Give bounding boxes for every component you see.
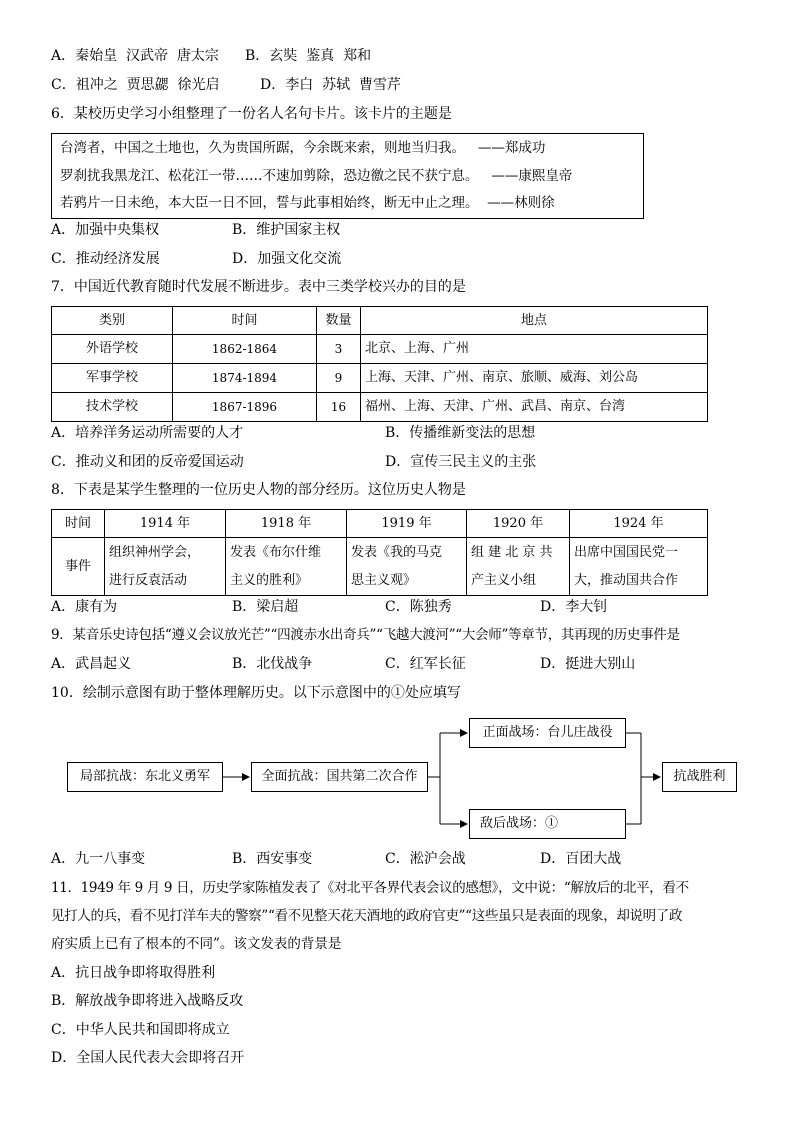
q9-option-b[interactable]: B．北伐战争: [232, 656, 313, 672]
event-line: 组织神州学会，: [109, 545, 201, 560]
table-cell: 9: [317, 364, 361, 393]
q10-option-b[interactable]: B．西安事变: [232, 851, 313, 867]
q8-option-a[interactable]: A．康有为: [51, 599, 118, 615]
q9-option-c[interactable]: C．红军长征: [385, 656, 466, 672]
q8-option-c[interactable]: C．陈独秀: [385, 599, 452, 615]
q8-option-b[interactable]: B．梁启超: [232, 599, 299, 615]
table-cell: 1874-1894: [173, 364, 317, 393]
table-cell: 福州、上海、天津、广州、武昌、南京、台湾: [361, 393, 708, 422]
event-line: 发表《布尔什维: [230, 545, 322, 560]
q10-box-victory: 抗战胜利: [662, 762, 737, 792]
q6-quote-2: 罗刹扰我黑龙江、松花江一带……不速加剪除，恐边徼之民不获宁息。 ——康熙皇帝: [60, 168, 573, 184]
table-cell: 1920 年: [467, 510, 570, 538]
q10-box-full-resistance: 全面抗战：国共第二次合作: [251, 762, 428, 792]
table-cell: 1919 年: [347, 510, 467, 538]
table-cell: 3: [317, 335, 361, 364]
q7-option-c[interactable]: C．推动义和团的反帝爱国运动: [51, 454, 244, 470]
q8-event-label: 事件: [52, 538, 105, 596]
q8-option-d[interactable]: D．李大钊: [540, 599, 608, 615]
q6-option-b[interactable]: B．维护国家主权: [232, 222, 341, 238]
table-cell: 技术学校: [52, 393, 173, 422]
q9-option-d[interactable]: D．挺进大别山: [540, 656, 636, 672]
table-cell: 16: [317, 393, 361, 422]
q11-option-d[interactable]: D．全国人民代表大会即将召开: [51, 1050, 245, 1066]
q7-option-b[interactable]: B．传播维新变法的思想: [385, 425, 536, 441]
q6-quote-3: 若鸦片一日未绝，本大臣一日不回，誓与此事相始终，断无中止之理。 ——林则徐: [60, 195, 555, 211]
q11-option-c[interactable]: C．中华人民共和国即将成立: [51, 1022, 230, 1038]
event-line: 大，推动国共合作: [574, 573, 679, 588]
q11-option-a[interactable]: A．抗日战争即将取得胜利: [51, 965, 216, 981]
q5-option-b[interactable]: B．玄奘 鉴真 郑和: [245, 48, 372, 64]
q10-box-local-resistance: 局部抗战：东北义勇军: [67, 762, 223, 792]
q7-header-place: 地点: [361, 307, 708, 335]
q10-stem: 10．绘制示意图有助于整体理解历史。以下示意图中的①处应填写: [51, 685, 461, 701]
event-line: 思主义观》: [351, 573, 417, 588]
q7-header-time: 时间: [173, 307, 317, 335]
table-cell: 军事学校: [52, 364, 173, 393]
event-line: 进行反袁活动: [109, 573, 188, 588]
q5-option-d[interactable]: D．李白 苏轼 曹雪芹: [260, 77, 402, 93]
q8-stem: 8．下表是某学生整理的一位历史人物的部分经历。这位历史人物是: [51, 482, 466, 498]
q7-option-d[interactable]: D．宣传三民主义的主张: [385, 454, 537, 470]
q7-header-type: 类别: [52, 307, 173, 335]
table-cell: 1867-1896: [173, 393, 317, 422]
table-cell: 1914 年: [105, 510, 226, 538]
table-cell: 1918 年: [226, 510, 347, 538]
q6-quote-1: 台湾者，中国之土地也，久为贵国所踞，今余既来索，则地当归我。 ——郑成功: [60, 140, 546, 156]
q8-time-label: 时间: [52, 510, 105, 538]
q11-stem-line-1: 11．1949 年 9 月 9 日，历史学家陈植发表了《对北平各界代表会议的感想》，文中说：“解放后的北平，看不: [51, 880, 689, 896]
q11-stem-line-2: 见打人的兵，看不见打洋车夫的警察”“看不见整天花天酒地的政府官吏”“这些虽只是表面的现象，却说明了政: [51, 908, 683, 924]
q10-option-a[interactable]: A．九一八事变: [51, 851, 146, 867]
q7-header-count: 数量: [317, 307, 361, 335]
q10-box-rear-battlefield: 敌后战场：①: [469, 809, 626, 839]
event-line: 出席中国国民党一: [574, 545, 679, 560]
q6-option-d[interactable]: D．加强文化交流: [232, 251, 342, 267]
q6-option-c[interactable]: C．推动经济发展: [51, 251, 160, 267]
event-line: 主义的胜利》: [230, 573, 309, 588]
table-cell: 1862-1864: [173, 335, 317, 364]
q7-option-a[interactable]: A．培养洋务运动所需要的人才: [51, 425, 244, 441]
q9-option-a[interactable]: A．武昌起义: [51, 656, 132, 672]
q10-box-front-battlefield: 正面战场：台儿庄战役: [469, 718, 626, 748]
q9-stem: 9．某音乐史诗包括“遵义会议放光芒”“四渡赤水出奇兵”“飞越大渡河”“大会师”等章节，其再现的历史事件是: [51, 627, 680, 643]
q6-option-a[interactable]: A．加强中央集权: [51, 222, 160, 238]
q11-stem-line-3: 府实质上已有了根本的不同”。该文发表的背景是: [51, 936, 342, 952]
q6-stem: 6．某校历史学习小组整理了一份名人名句卡片。该卡片的主题是: [51, 106, 452, 122]
table-cell: 北京、上海、广州: [361, 335, 708, 364]
table-cell: 1924 年: [570, 510, 708, 538]
q5-option-a[interactable]: A．秦始皇 汉武帝 唐太宗: [51, 48, 219, 64]
event-line: 组 建 北 京 共: [471, 545, 553, 560]
q5-option-c[interactable]: C．祖冲之 贾思勰 徐光启: [51, 77, 220, 93]
event-line: 发表《我的马克: [351, 545, 443, 560]
table-cell: 外语学校: [52, 335, 173, 364]
q10-option-d[interactable]: D．百团大战: [540, 851, 622, 867]
q7-stem: 7．中国近代教育随时代发展不断进步。表中三类学校兴办的目的是: [51, 279, 466, 295]
q11-option-b[interactable]: B．解放战争即将进入战略反攻: [51, 993, 244, 1009]
q10-option-c[interactable]: C．淞沪会战: [385, 851, 466, 867]
event-line: 产主义小组: [471, 573, 537, 588]
table-cell: 上海、天津、广州、南京、旅顺、威海、刘公岛: [361, 364, 708, 393]
